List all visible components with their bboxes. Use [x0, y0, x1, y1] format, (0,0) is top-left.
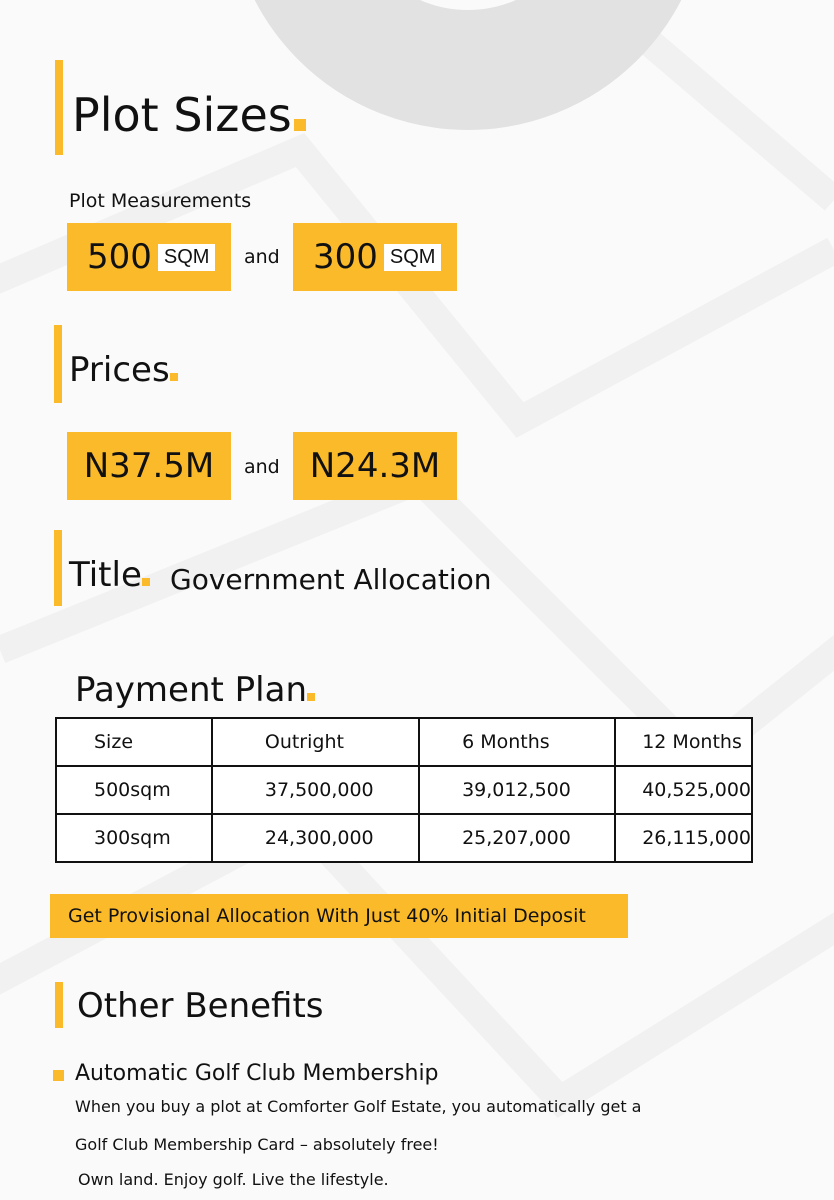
benefit-text: Own land. Enjoy golf. Live the lifestyle.	[78, 1170, 389, 1189]
table-row: 500sqm 37,500,000 39,012,500 40,525,000	[56, 766, 752, 814]
title-heading: Title	[69, 555, 150, 595]
column-header: Size	[56, 718, 212, 766]
column-header: Outright	[212, 718, 419, 766]
table-row: 300sqm 24,300,000 25,207,000 26,115,000	[56, 814, 752, 862]
title-value: Government Allocation	[170, 563, 492, 596]
and-label: and	[244, 456, 280, 478]
accent-bar	[54, 530, 62, 606]
accent-bar	[55, 60, 63, 155]
price-500: N37.5M	[67, 432, 231, 500]
column-header: 6 Months	[419, 718, 615, 766]
plot-size-500: 500 SQM	[67, 223, 231, 291]
benefit-text: When you buy a plot at Comforter Golf Estate, you automatically get a	[75, 1097, 642, 1116]
prices-heading: Prices	[69, 350, 178, 390]
table-header-row	[56, 718, 752, 766]
accent-bar	[55, 982, 63, 1028]
and-label: and	[244, 246, 280, 268]
payment-plan-heading: Payment Plan	[75, 670, 315, 710]
bullet-icon	[53, 1070, 64, 1081]
plot-sizes-heading: Plot Sizes	[72, 88, 306, 142]
accent-bar	[54, 325, 62, 403]
other-benefits-heading: Other Benefits	[77, 986, 324, 1026]
payment-plan-table	[55, 717, 753, 863]
benefit-title: Automatic Golf Club Membership	[75, 1061, 439, 1086]
plot-size-300: 300 SQM	[293, 223, 457, 291]
price-300: N24.3M	[293, 432, 457, 500]
plot-measurements-label: Plot Measurements	[69, 190, 252, 212]
column-header: 12 Months	[615, 718, 752, 766]
benefit-text: Golf Club Membership Card – absolutely free!	[75, 1135, 439, 1154]
deposit-banner: Get Provisional Allocation With Just 40% Initial Deposit	[50, 894, 628, 938]
